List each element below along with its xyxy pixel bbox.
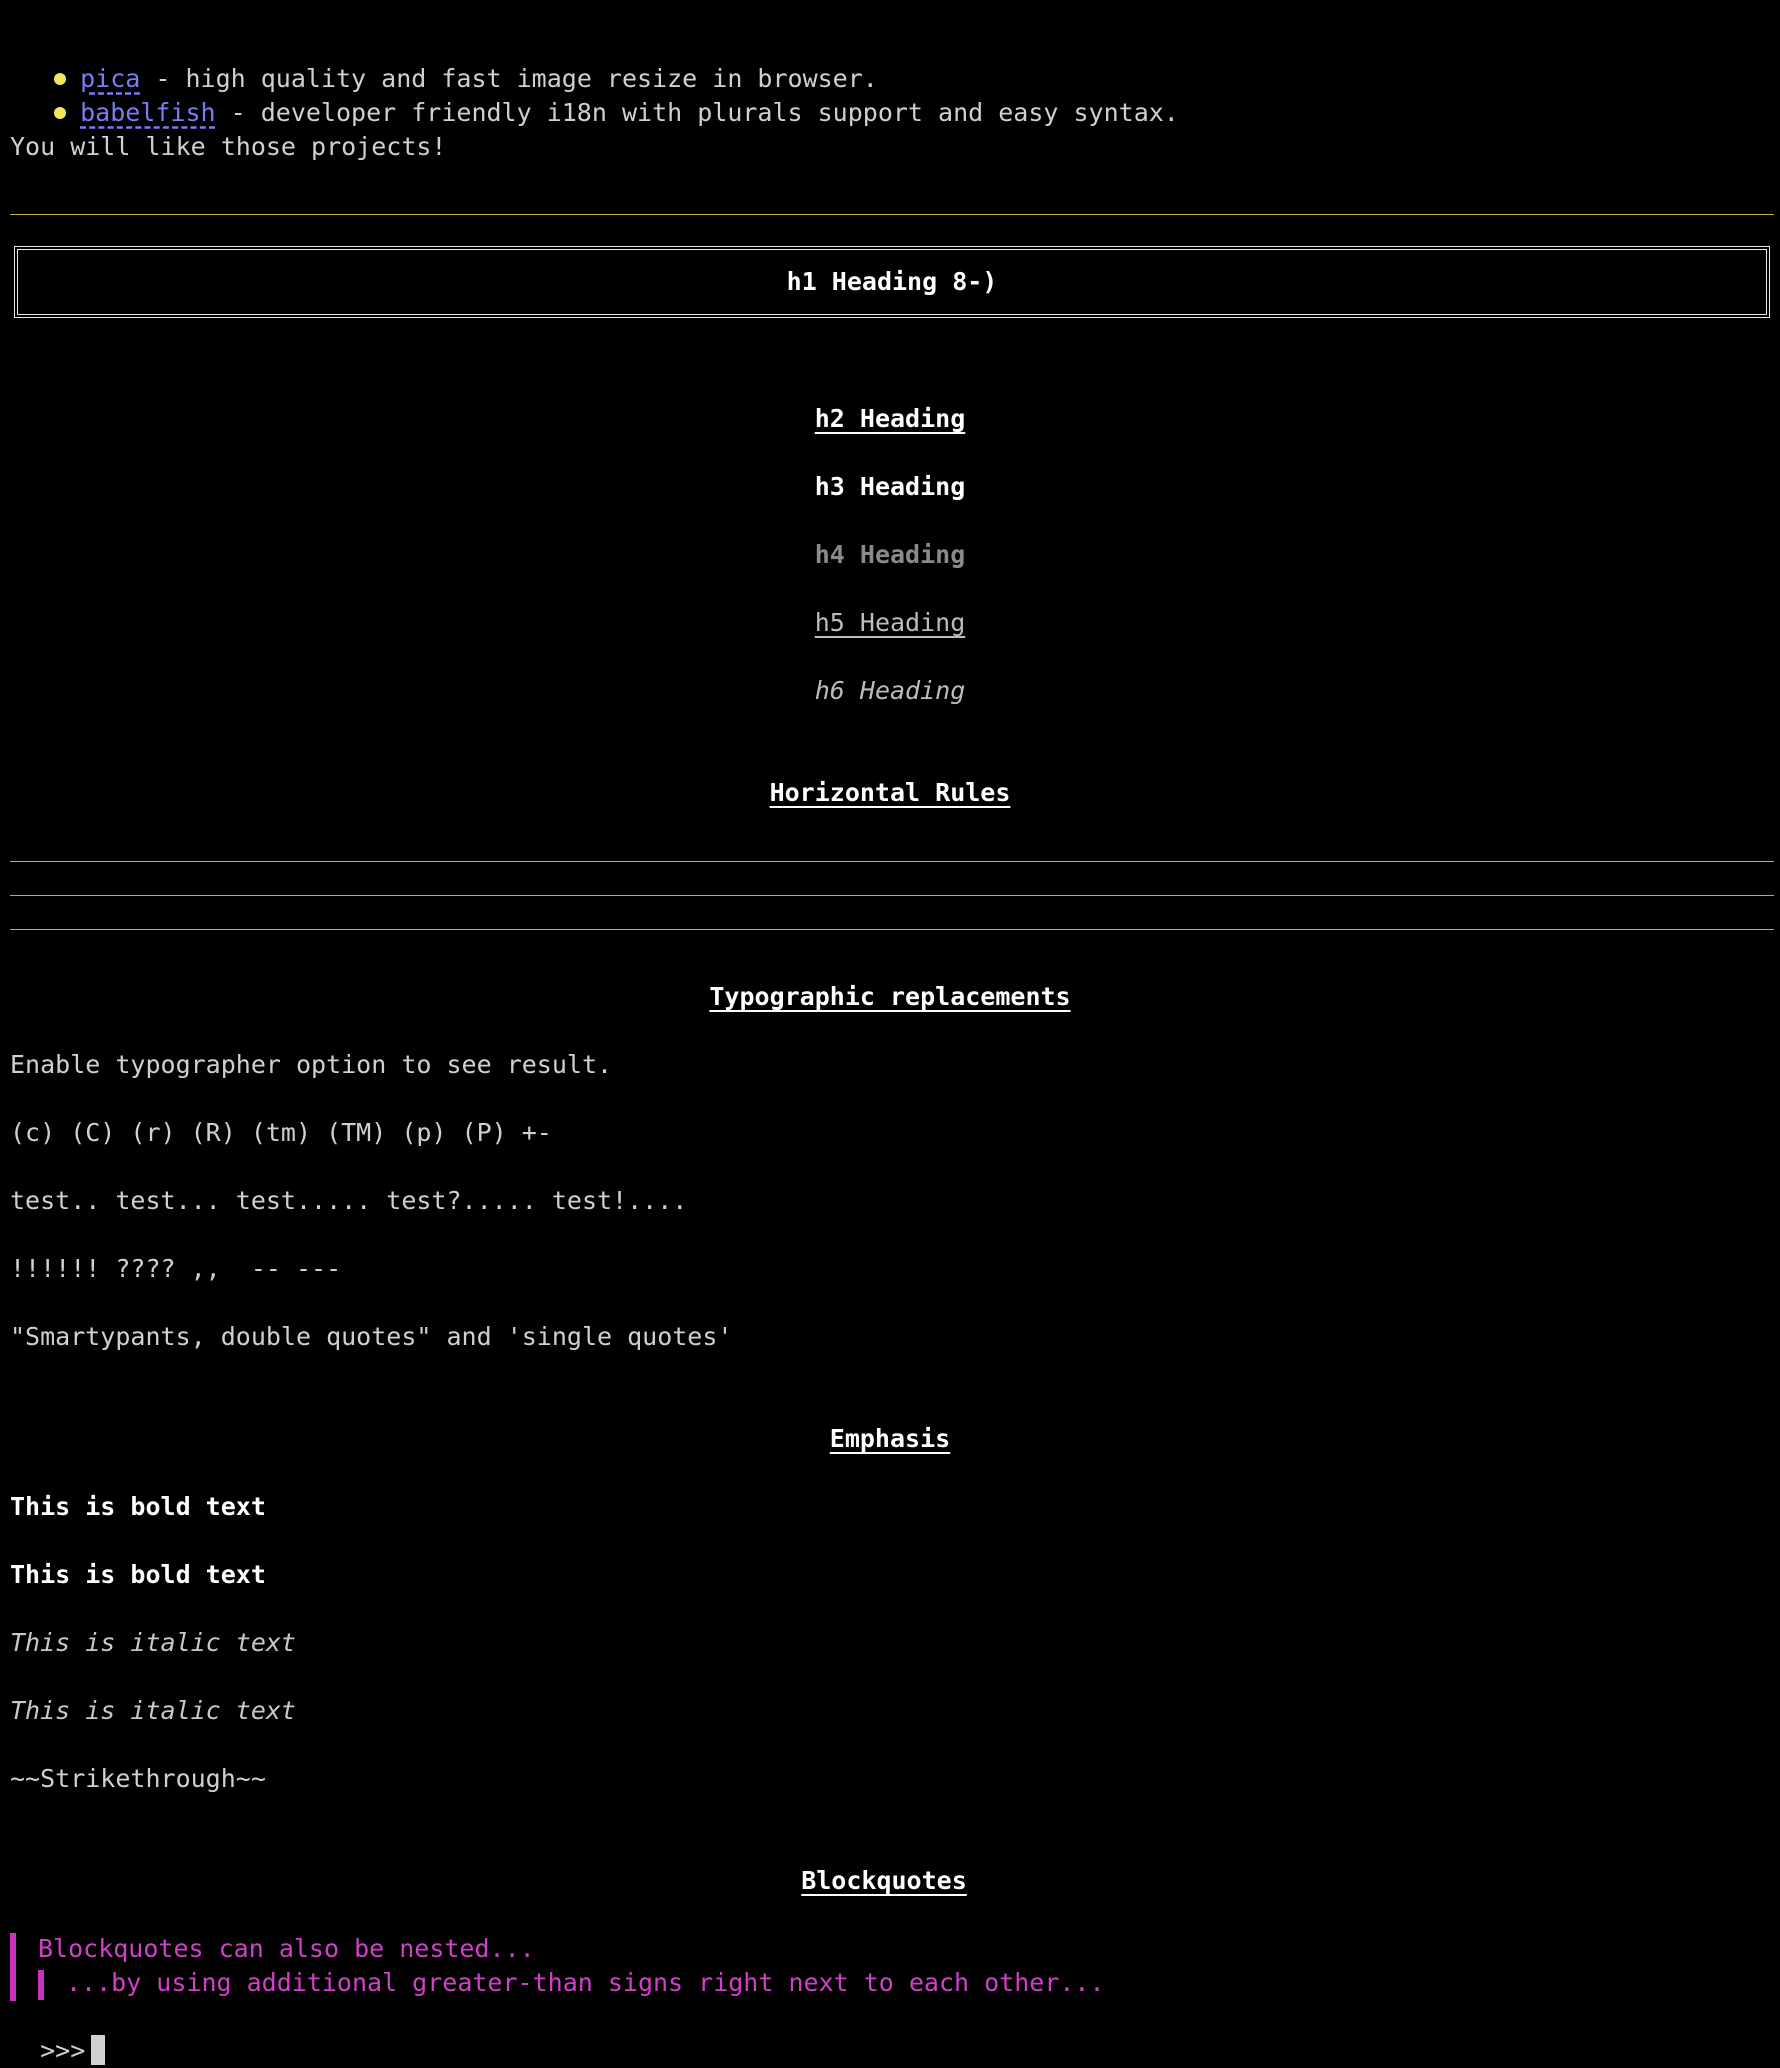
section-heading-horizontal-rules: [0, 776, 1780, 810]
list-item: [10, 28, 878, 93]
bullet-icon: [54, 107, 66, 119]
typographic-line: "Smartypants, double quotes" and 'single quotes': [10, 1322, 733, 1351]
typographic-line: !!!!!! ???? ,, -- ---: [10, 1254, 342, 1283]
list-item: [10, 62, 1179, 127]
bold-text: This is bold text: [10, 1492, 266, 1521]
horizontal-rule: [10, 895, 1774, 896]
h2-heading: [0, 402, 1780, 436]
h4-heading-text: h4 Heading: [814, 540, 966, 569]
section-heading-text: Blockquotes: [801, 1866, 967, 1895]
h5-heading: [0, 606, 1780, 640]
section-heading-typographic: [0, 980, 1780, 1014]
prompt-symbol: >>>: [40, 2036, 86, 2065]
strikethrough-text: ~~Strikethrough~~: [10, 1764, 266, 1793]
horizontal-rule: [10, 929, 1774, 930]
typographic-line: (c) (C) (r) (R) (tm) (TM) (p) (P) +-: [10, 1118, 552, 1147]
h5-heading-text: h5 Heading: [814, 608, 966, 637]
section-heading-text: Emphasis: [829, 1424, 951, 1453]
blockquote-bar: [10, 1933, 16, 2001]
outro-text: You will like those projects!: [10, 132, 447, 161]
h4-heading: [0, 538, 1780, 572]
typographic-intro: Enable typographer option to see result.: [10, 1050, 613, 1079]
section-heading-emphasis: [0, 1422, 1780, 1456]
blockquote-nested-text: ...by using additional greater-than signs right next to each other...: [66, 1968, 1105, 1997]
section-heading-text: Typographic replacements: [709, 982, 1071, 1011]
h3-heading-text: h3 Heading: [814, 472, 966, 501]
italic-text: This is italic text: [10, 1628, 296, 1657]
horizontal-rule: [10, 861, 1774, 862]
blockquote-text: Blockquotes can also be nested...: [38, 1934, 535, 1963]
cursor-icon: [91, 2035, 105, 2065]
section-heading-text: Horizontal Rules: [769, 778, 1011, 807]
italic-text: This is italic text: [10, 1696, 296, 1725]
terminal-prompt[interactable]: [10, 2000, 105, 2065]
h1-heading: h1 Heading 8-): [14, 246, 1770, 318]
h6-heading-text: h6 Heading: [814, 676, 966, 705]
section-heading-blockquotes: [0, 1864, 1774, 1898]
link-babelfish[interactable]: babelfish: [80, 98, 216, 127]
h6-heading: [0, 674, 1780, 708]
blockquote-nested-bar: [38, 1970, 44, 2000]
typographic-line: test.. test... test..... test?..... test!....: [10, 1186, 688, 1215]
list-item-description: - high quality and fast image resize in browser.: [140, 64, 878, 93]
h3-heading: [0, 470, 1780, 504]
horizontal-rule: [10, 214, 1774, 215]
bold-text: This is bold text: [10, 1560, 266, 1589]
link-pica[interactable]: pica: [80, 64, 141, 93]
h2-heading-text: h2 Heading: [814, 404, 966, 433]
list-item-description: - developer friendly i18n with plurals support and easy syntax.: [215, 98, 1179, 127]
